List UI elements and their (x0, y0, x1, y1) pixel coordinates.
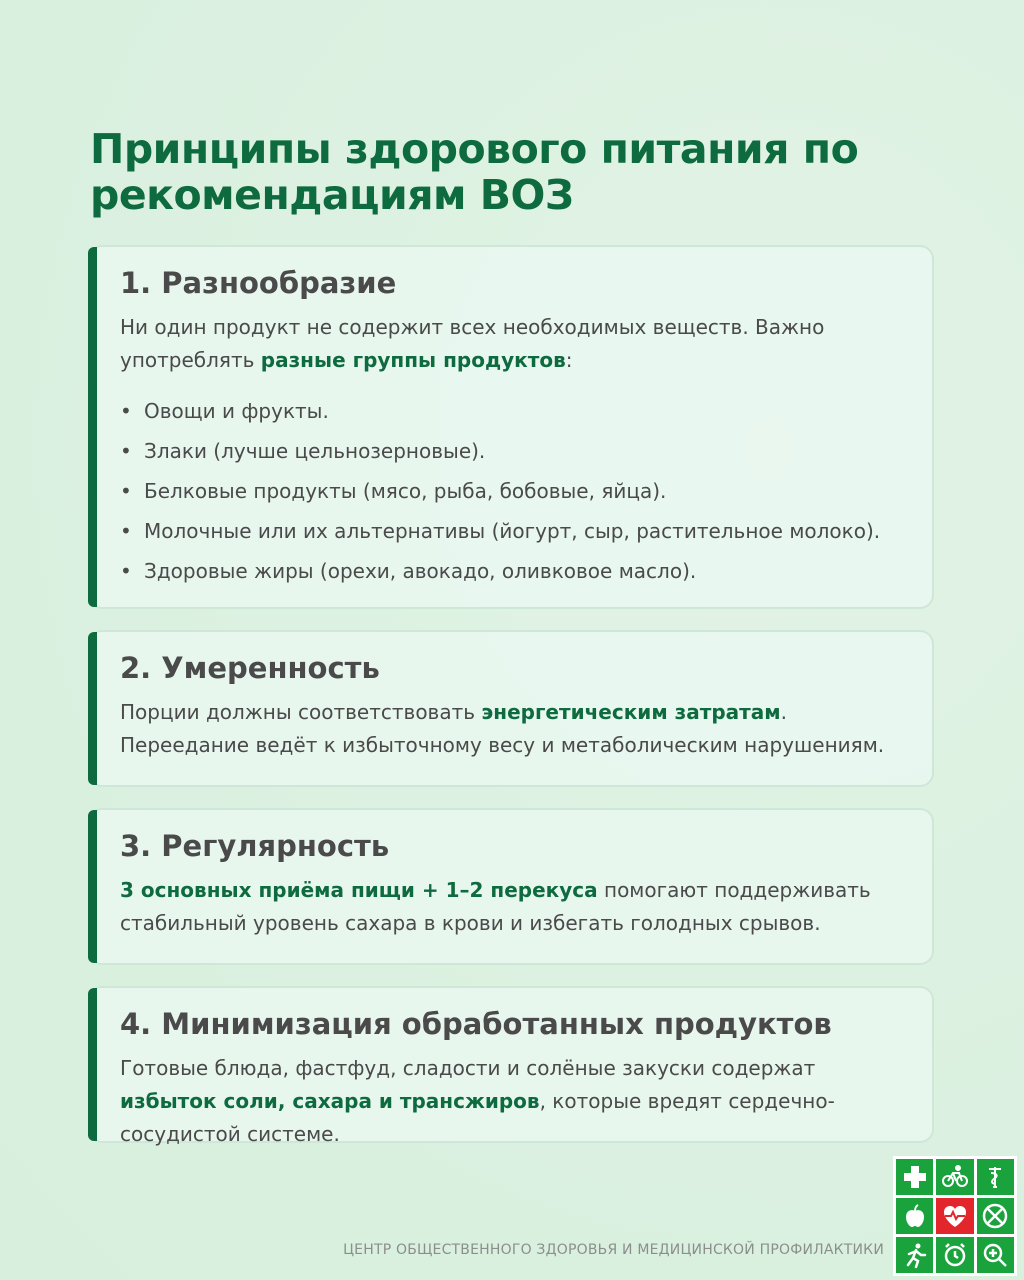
food-groups-list (120, 391, 912, 591)
logo (893, 1156, 1017, 1276)
section-text: Ни один продукт не содержит всех необходимых веществ. Важно употреблять разные группы продуктов: (120, 315, 825, 372)
highlight-text: энергетическим затратам (481, 700, 781, 724)
section-heading: 3. Регулярность (120, 829, 390, 863)
caduceus-icon (977, 1159, 1014, 1195)
no-smoking-icon (977, 1198, 1014, 1234)
highlight-text: 3 основных приёма пищи + 1–2 перекуса (120, 878, 598, 902)
alarm-clock-icon (936, 1237, 973, 1273)
list-item: • Здоровые жиры (орехи, авокадо, оливковое масло). (120, 551, 912, 591)
organization-name: ЦЕНТР ОБЩЕСТВЕННОГО ЗДОРОВЬЯ И МЕДИЦИНСКОЙ ПРОФИЛАКТИКИ (343, 1242, 884, 1258)
magnifier-plus-icon (977, 1237, 1014, 1273)
section-heading: 2. Умеренность (120, 651, 380, 685)
highlight-text: избыток соли, сахара и трансжиров (120, 1089, 540, 1113)
section-heading: 4. Минимизация обработанных продуктов (120, 1007, 832, 1041)
section-variety (88, 245, 934, 609)
section-regularity (88, 808, 934, 965)
heart-pulse-icon (936, 1198, 973, 1234)
list-item: • Злаки (лучше цельнозерновые). (120, 431, 912, 471)
list-item: • Молочные или их альтернативы (йогурт, сыр, растительное молоко). (120, 511, 912, 551)
section-minimize-processed (88, 986, 934, 1146)
section-text: Порции должны соответствовать энергетическим затратам. Переедание ведёт к избыточному весу и метаболическим нарушениям. (120, 700, 885, 757)
section-heading: 1. Разнообразие (120, 266, 397, 300)
running-person-icon (896, 1237, 933, 1273)
highlight-text: разные группы продуктов (260, 348, 566, 372)
list-item: • Белковые продукты (мясо, рыба, бобовые, яйца). (120, 471, 912, 511)
section-text: 3 основных приёма пищи + 1–2 перекуса помогают поддерживать стабильный уровень сахара в крови и избегать голодных срывов. (120, 878, 871, 935)
medical-cross-icon (896, 1159, 933, 1195)
apple-icon (896, 1198, 933, 1234)
section-moderation (88, 630, 934, 787)
bicycle-icon (936, 1159, 973, 1195)
page-title: Принципы здорового питания по рекомендациям ВОЗ (90, 125, 859, 219)
list-item: • Овощи и фрукты. (120, 391, 912, 431)
section-text: Готовые блюда, фастфуд, сладости и солёные закуски содержат избыток соли, сахара и трансжиров, которые вредят сердечно-сосудистой системе. (120, 1056, 835, 1146)
